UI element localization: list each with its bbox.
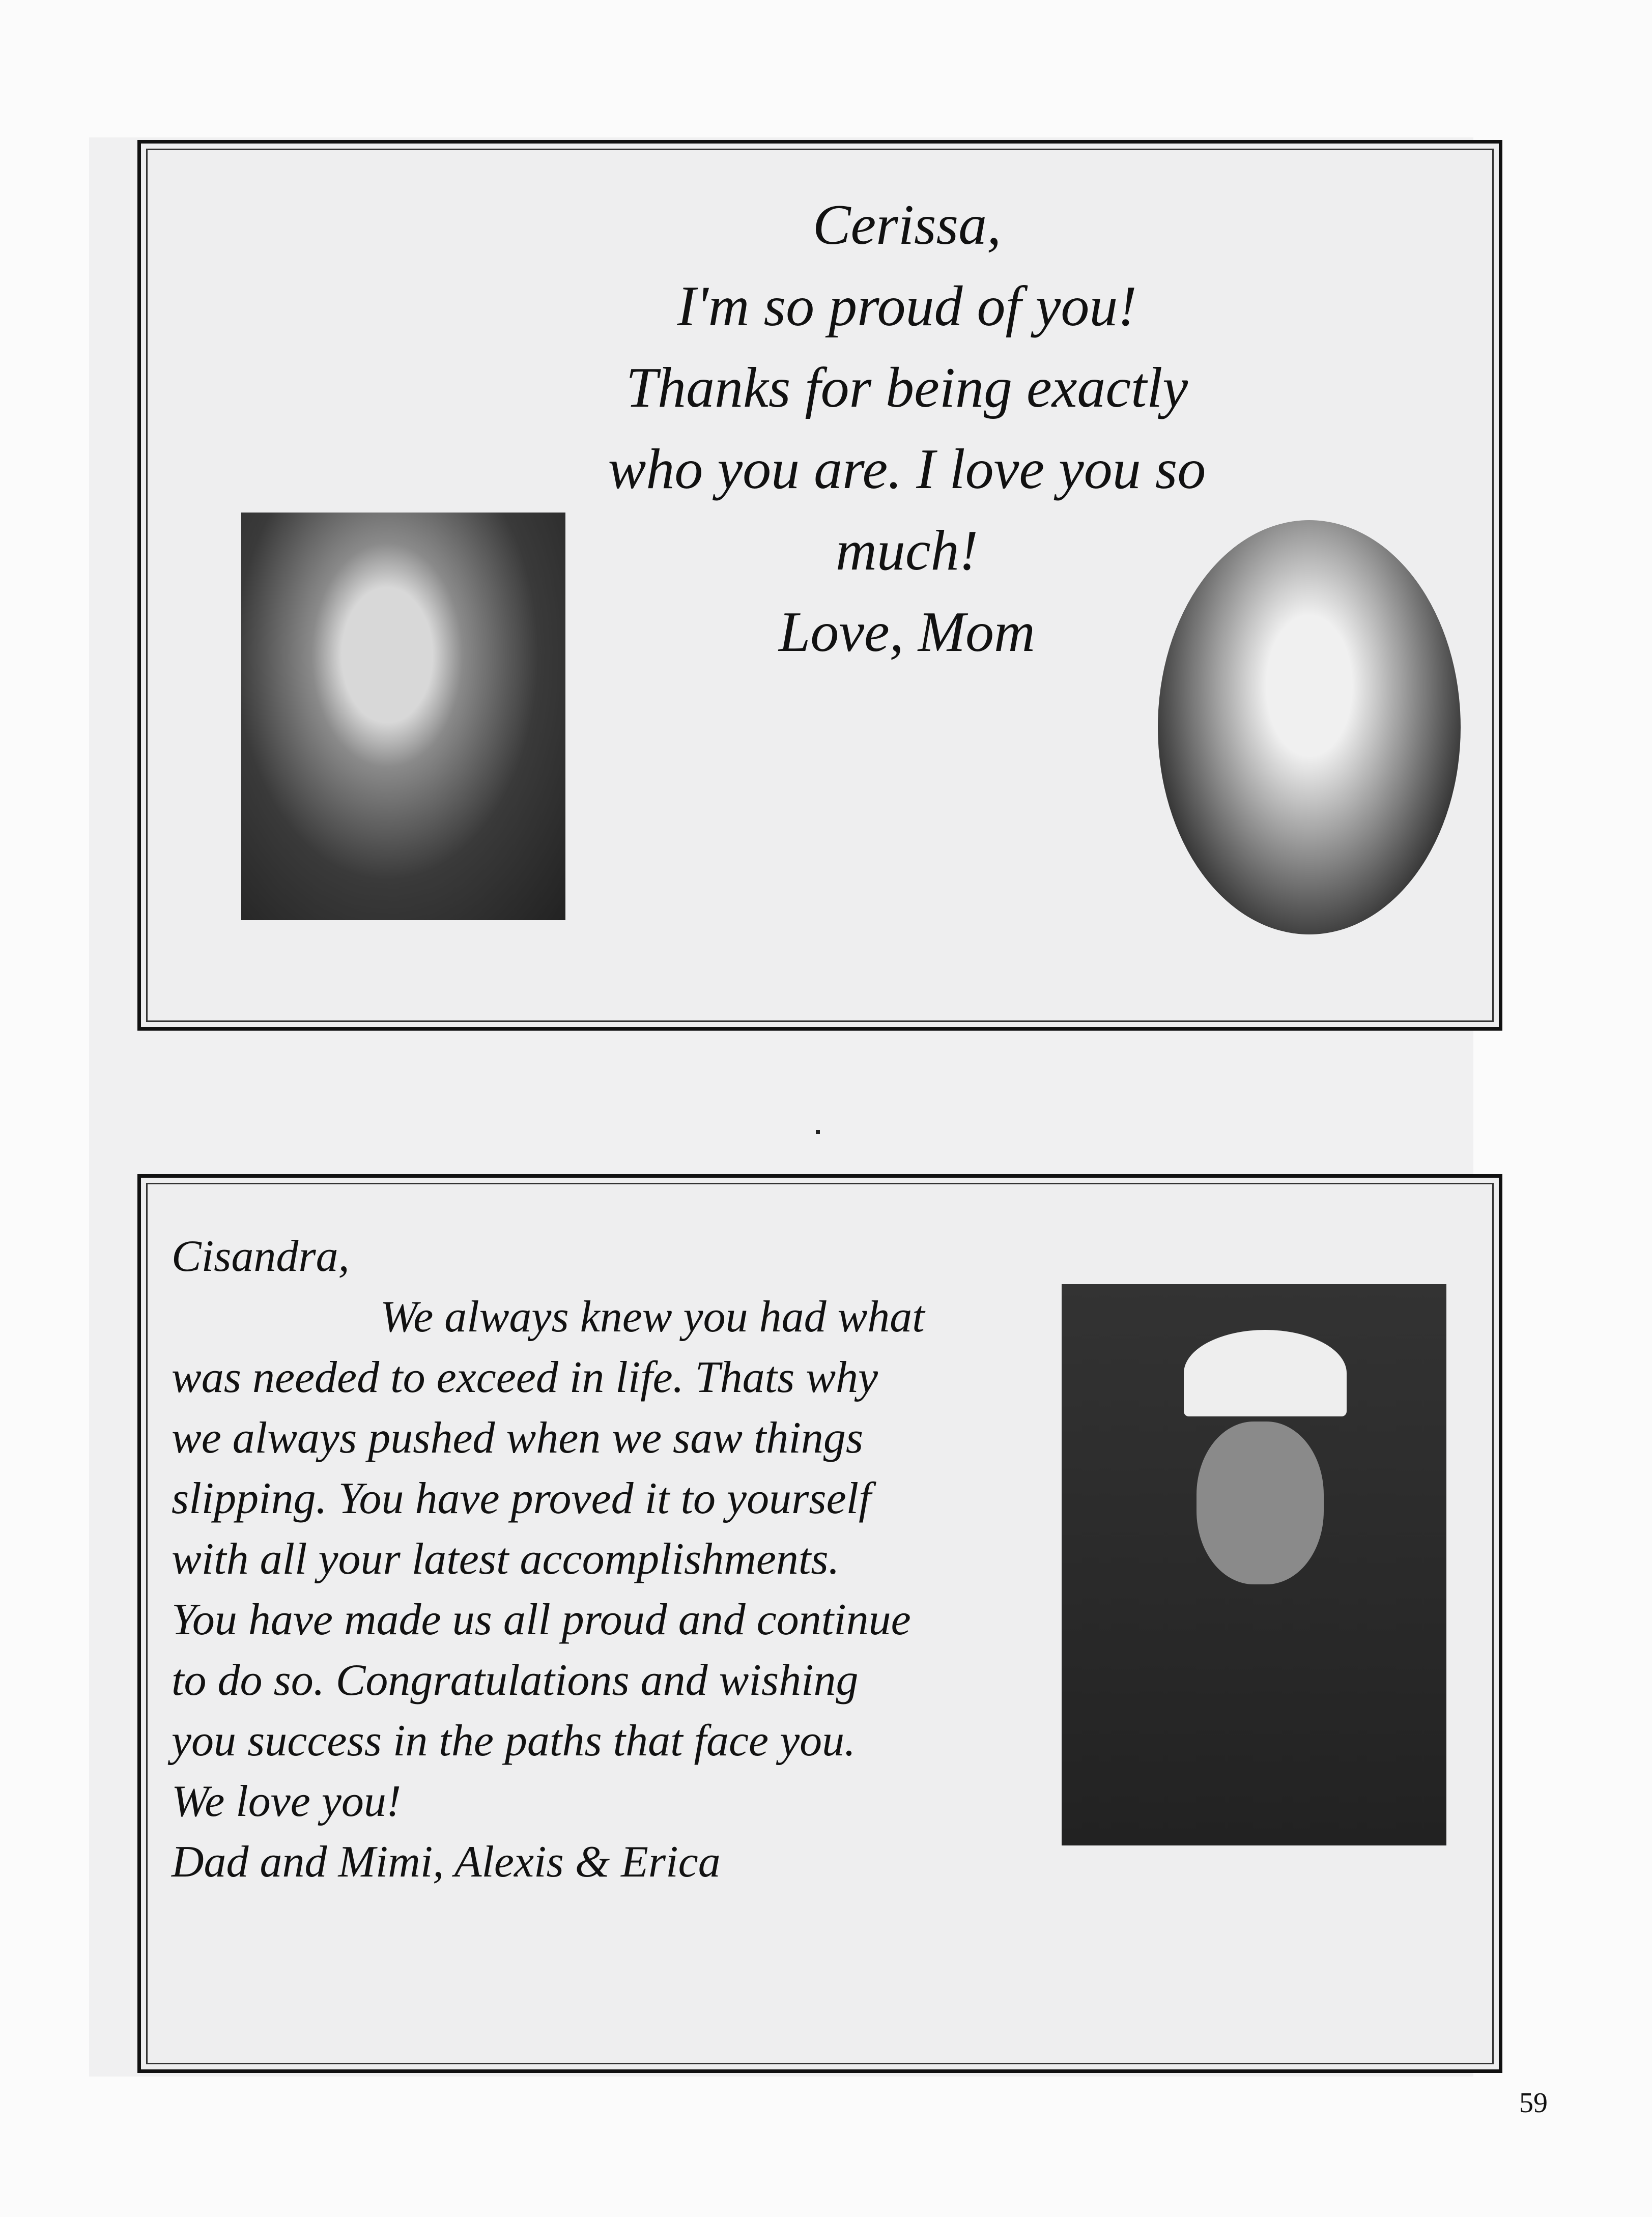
message-line: slipping. You have proved it to yourself xyxy=(172,1474,871,1523)
message-line: We always knew you had what xyxy=(380,1292,925,1342)
message-greeting: Cisandra, xyxy=(172,1232,350,1281)
childhood-photo xyxy=(241,513,565,920)
message-line: You have made us all proud and continue xyxy=(172,1595,911,1644)
page-number: 59 xyxy=(1519,2087,1548,2119)
marine-uniform-portrait xyxy=(1062,1284,1446,1845)
tribute-message xyxy=(172,1226,925,1892)
message-line: Cerissa, xyxy=(812,193,1002,257)
message-line: we always pushed when we saw things xyxy=(172,1413,864,1463)
message-line: who you are. I love you so xyxy=(608,438,1206,501)
message-line: to do so. Congratulations and wishing xyxy=(172,1656,859,1705)
tribute-ad-cisandra xyxy=(137,1174,1502,2073)
portrait-face xyxy=(1197,1422,1324,1584)
message-line: was needed to exceed in life. Thats why xyxy=(172,1353,878,1402)
dress-cap xyxy=(1184,1330,1347,1416)
message-signature: Dad and Mimi, Alexis & Erica xyxy=(172,1837,721,1887)
message-line: much! xyxy=(836,519,978,582)
tribute-message xyxy=(538,184,1276,673)
message-line: We love you! xyxy=(172,1777,402,1826)
message-line: I'm so proud of you! xyxy=(677,275,1137,338)
message-line: Love, Mom xyxy=(779,601,1035,664)
message-line: you success in the paths that face you. xyxy=(172,1716,856,1766)
stray-mark xyxy=(816,1130,820,1134)
message-line: with all your latest accomplishments. xyxy=(172,1534,840,1584)
tribute-ad-cerissa xyxy=(137,140,1502,1031)
message-line: Thanks for being exactly xyxy=(625,356,1188,419)
senior-portrait-oval xyxy=(1158,520,1461,934)
